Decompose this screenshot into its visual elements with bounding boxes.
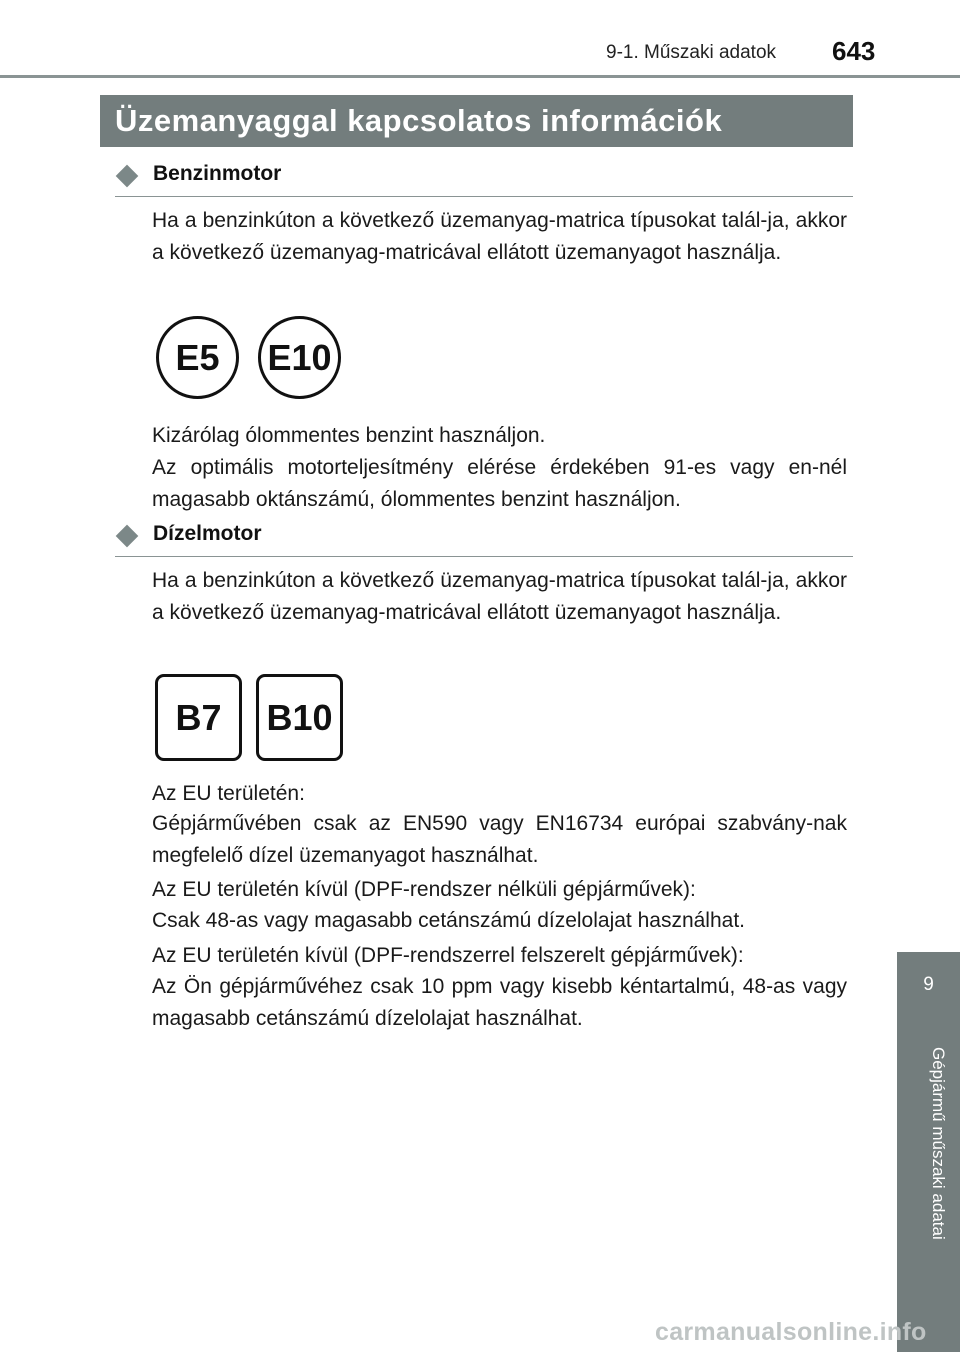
benzin-heading: Benzinmotor	[153, 162, 282, 185]
diamond-bullet-icon	[116, 165, 139, 188]
benzin-intro: Ha a benzinkúton a következő üzemanyag-matrica típusokat talál-ja, akkor a következő üzemanyag-matricával ellátott üzemanyagot használja.	[152, 209, 847, 264]
diesel-section-header	[115, 522, 853, 557]
page-title: Üzemanyaggal kapcsolatos információk	[100, 95, 853, 147]
fuel-label-e10: E10	[258, 316, 341, 399]
outside-eu-dpf-title: Az EU területén kívül (DPF-rendszerrel felszerelt gépjárművek):	[152, 944, 744, 967]
outside-eu-dpf-text: Az Ön gépjárművéhez csak 10 ppm vagy kisebb kéntartalmú, 48-as vagy magasabb cetánszámú dízelolajat használhat.	[152, 975, 847, 1030]
chapter-label: Gépjármű műszaki adatai	[929, 1047, 948, 1240]
header-section-title: 9-1. Műszaki adatok	[606, 42, 777, 63]
fuel-label-b10: B10	[256, 674, 343, 761]
eu-title: Az EU területén:	[152, 782, 305, 805]
chapter-side-tab	[897, 952, 960, 1352]
watermark: carmanualsonline.info	[655, 1318, 927, 1346]
benzin-section-header	[115, 162, 853, 197]
outside-eu-no-dpf-text: Csak 48-as vagy magasabb cetánszámú dízelolajat használhat.	[152, 909, 746, 932]
outside-eu-no-dpf-title: Az EU területén kívül (DPF-rendszer nélküli gépjárművek):	[152, 878, 696, 901]
benzin-unleaded-note: Kizárólag ólommentes benzint használjon.	[152, 424, 546, 447]
benzin-octane-note: Az optimális motorteljesítmény elérése érdekében 91-es vagy en-nél magasabb oktánszámú, ólommentes benzint használjon.	[152, 456, 847, 511]
diesel-intro: Ha a benzinkúton a következő üzemanyag-matrica típusokat talál-ja, akkor a következő üzemanyag-matricával ellátott üzemanyagot használja.	[152, 569, 847, 624]
page-number: 643	[832, 36, 876, 66]
diesel-heading: Dízelmotor	[153, 522, 262, 545]
chapter-number: 9	[923, 974, 934, 995]
header-divider	[0, 75, 960, 78]
diamond-bullet-icon	[116, 525, 139, 548]
fuel-label-e5: E5	[156, 316, 239, 399]
eu-text: Gépjárművében csak az EN590 vagy EN16734 európai szabvány-nak megfelelő dízel üzemanyagot használhat.	[152, 812, 847, 867]
fuel-label-b7: B7	[155, 674, 242, 761]
